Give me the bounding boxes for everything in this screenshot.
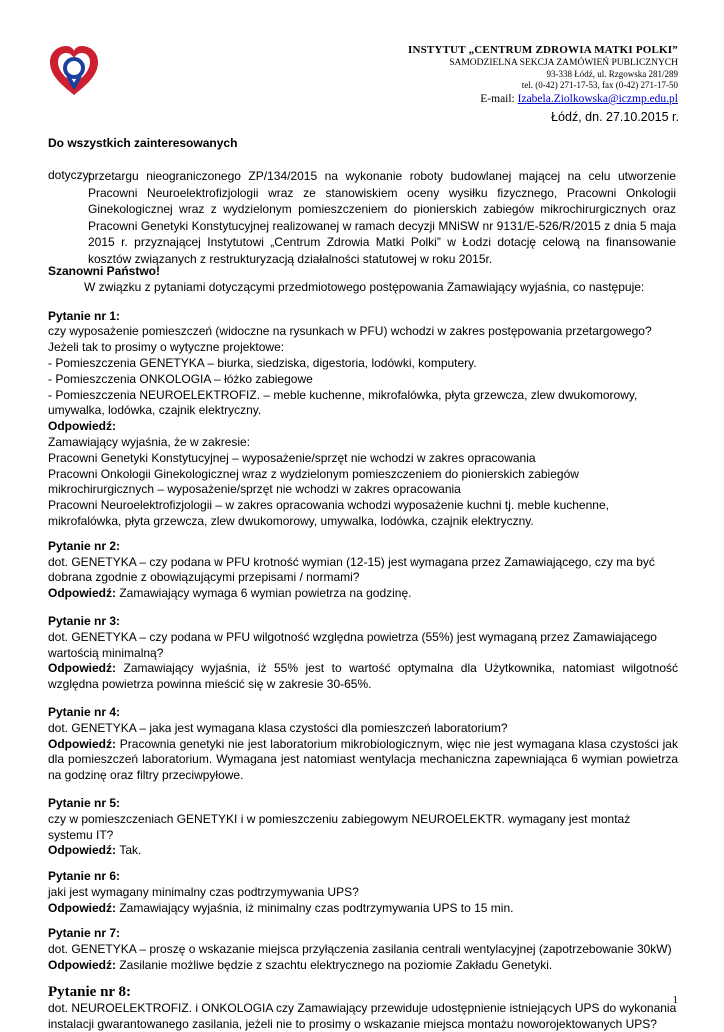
question-text: - Pomieszczenia NEUROELEKTROFIZ. – meble kuchenne, mikrofalówka, płyta grzewcza, zlew dwukomorowy, umywalka, lodówka, czajnik elektryczny.: [48, 387, 638, 418]
answer-text: Zamawiający wyjaśnia, iż minimalny czas podtrzymywania UPS to 15 min.: [119, 900, 514, 915]
letterhead: [408, 44, 678, 106]
question-text: dot. GENETYKA – proszę o wskazanie miejsca przyłączenia zasilania centrali wentylacyjnej (zapotrzebowanie 30kW): [48, 942, 672, 957]
answer: Odpowiedź: Zamawiający wyjaśnia, iż 55% jest to wartość optymalna dla Użytkownika, natomiast wilgotność względna powietrza powinna mieścić się w zakresie 30-65%.: [48, 661, 678, 692]
question-5: [48, 796, 678, 859]
question-title: Pytanie nr 3:: [48, 613, 121, 628]
question-text: - Pomieszczenia ONKOLOGIA – łóżko zabiegowe: [48, 371, 313, 386]
answer: Odpowiedź: Zamawiający wymaga 6 wymian powietrza na godzinę.: [48, 586, 412, 601]
question-title: Pytanie nr 1:: [48, 308, 121, 323]
question-6: [48, 869, 678, 916]
answer: Odpowiedź: Zamawiający wyjaśnia, iż minimalny czas podtrzymywania UPS to 15 min.: [48, 900, 514, 915]
answer: Odpowiedź: Zasilanie możliwe będzie z szachtu elektrycznego na poziomie Zakładu Genetyki.: [48, 958, 553, 973]
question-text: jaki jest wymagany minimalny czas podtrzymywania UPS?: [48, 884, 359, 899]
question-7: [48, 926, 678, 973]
answer: Odpowiedź: Tak.: [48, 843, 142, 858]
institute-logo-icon: [44, 40, 104, 100]
question-title: Pytanie nr 2:: [48, 538, 121, 553]
question-text: dot. NEUROELEKTROFIZ. i ONKOLOGIA czy Zamawiający przewiduje udostępnienie istniejących UPS do wykonania instalacji gwarantowanego zasilania, jeżeli nie to prosimy o wskazanie miejsca montażu noworojektowanych UPS?: [48, 1000, 677, 1031]
question-text: Jeżeli tak to prosimy o wytyczne projektowe:: [48, 340, 285, 355]
answer-text: Pracowni Genetyki Konstytucyjnej – wyposażenie/sprzęt nie wchodzi w zakres opracowania: [48, 450, 536, 465]
subject-label: dotyczy:: [48, 168, 93, 182]
question-text: czy w pomieszczeniach GENETYKI i w pomieszczeniu zabiegowym NEUROELEKTR. wymagany jest montaż systemu IT?: [48, 811, 631, 842]
subject-text: przetargu nieograniczonego ZP/134/2015 na wykonanie roboty budowlanej mającej na celu utworzenie Pracowni Neuroelektrofizjologii wraz ze stanowiskiem oceny wysiłku fizycznego, Pracowni Onkologii Ginekologicznej wraz z wydzielonym pomieszczeniem do pionierskich zabiegów mikrochirurgicznych oraz Pracowni Genetyki Konstytucyjnej realizowanej w ramach decyzji MNiSW nr 9131/E-526/R/2015 z dnia 5 maja 2015 r. przyznającej Instytutowi „Centrum Zdrowia Matki Polki” w Łodzi dotację celową na finansowanie kosztów związanych z restrukturyzacją działalności statutowej w roku 2015r.: [88, 169, 676, 266]
question-3: [48, 614, 678, 693]
greeting: Szanowni Państwo!: [48, 264, 161, 278]
answer-label: Odpowiedź: [48, 419, 112, 434]
question-1: [48, 309, 678, 530]
answer: Odpowiedź: Pracownia genetyki nie jest laboratorium mikrobiologicznym, więc nie jest wymagana klasa czystości jak dla pomieszczeń laboratorium. Wymagana jest natomiast wentylacja mechaniczna zapewniająca 6 wymian powietrza na godzinę oraz filtry przeciwpyłowe.: [48, 736, 678, 783]
question-title: Pytanie nr 7:: [48, 926, 121, 941]
question-title: Pytanie nr 4:: [48, 704, 121, 719]
letter-date: Łódź, dn. 27.10.2015 r.: [551, 110, 679, 124]
page-number: 1: [672, 994, 678, 1006]
answer-text: Zamawiający wyjaśnia, iż 55% jest to wartość optymalna dla Użytkownika, natomiast wilgotność względna powietrza powinna mieścić się w zakresie 30-65%.: [48, 661, 678, 692]
question-text: dot. GENETYKA – czy podana w PFU krotność wymian (12-15) jest wymagana przez Zamawiającego, czy ma być dobrana zgodnie z obowiązującymi przepisami / normami?: [48, 554, 655, 585]
question-title: Pytanie nr 5:: [48, 795, 121, 810]
institute-address: 93-338 Łódź, ul. Rzgowska 281/289: [546, 69, 678, 79]
question-4: [48, 705, 678, 784]
email-label: E-mail:: [480, 93, 518, 105]
answer-text: Zamawiający wyjaśnia, że w zakresie:: [48, 434, 251, 449]
answer-label: Odpowiedź: [48, 958, 112, 973]
answer-label: Odpowiedź: [48, 900, 112, 915]
answer-text: Zamawiający wymaga 6 wymian powietrza na godzinę.: [119, 586, 412, 601]
answer-label: Odpowiedź: [48, 843, 112, 858]
answer-text: Zasilanie możliwe będzie z szachtu elektrycznego na poziomie Zakładu Genetyki.: [119, 958, 553, 973]
question-title: Pytanie nr 8:: [48, 983, 132, 1000]
letter-body: [48, 264, 678, 1032]
question-2: [48, 539, 678, 602]
answer-text: Pracowni Neuroelektrofizjologii – w zakres opracowania wchodzi wyposażenie kuchni tj. meble kuchenne, mikrofalówka, płyta grzewcza, zlew dwukomorowy, umywalka, lodówka, czajnik elektryczny.: [48, 498, 609, 528]
email-line: [408, 92, 678, 106]
question-text: czy wyposażenie pomieszczeń (widoczne na rysunkach w PFU) wchodzi w zakres postępowania przetargowego?: [48, 324, 652, 339]
answer-label: Odpowiedź: [48, 736, 112, 751]
institute-phones: tel. (0-42) 271-17-53, fax (0-42) 271-17-50: [521, 80, 678, 90]
question-8: [48, 984, 678, 1032]
intro: W związku z pytaniami dotyczącymi przedmiotowego postępowania Zamawiający wyjaśnia, co następuje:: [84, 279, 645, 294]
email-link[interactable]: Izabela.Ziolkowska@iczmp.edu.pl: [517, 93, 678, 105]
answer-text: Pracowni Onkologii Ginekologicznej wraz z wydzielonym pomieszczeniem do pionierskich zabiegów mikrochirurgicznych – wyposażenie/sprzęt nie wchodzi w zakres opracowania: [48, 466, 579, 497]
answer-label: Odpowiedź: [48, 661, 112, 676]
institute-name: INSTYTUT „CENTRUM ZDROWIA MATKI POLKI”: [407, 44, 678, 56]
question-text: - Pomieszczenia GENETYKA – biurka, siedziska, digestoria, lodówki, komputery.: [48, 355, 477, 370]
answer-text: Pracownia genetyki nie jest laboratorium mikrobiologicznym, więc nie jest wymagana klasa czystości jak dla pomieszczeń laboratorium. Wymagana jest natomiast wentylacja mechaniczna zapewniająca 6 wymian powietrza na godzinę oraz filtry przeciwpyłowe.: [48, 736, 678, 783]
answer-label: Odpowiedź: [48, 586, 112, 601]
question-text: dot. GENETYKA – jaka jest wymagana klasa czystości dla pomieszczeń laboratorium?: [48, 720, 508, 735]
answer-text: Tak.: [119, 843, 142, 858]
answer-heading: Odpowiedź:: [48, 419, 116, 434]
question-title: Pytanie nr 6:: [48, 869, 121, 884]
question-text: dot. GENETYKA – czy podana w PFU wilgotność względna powietrza (55%) jest wymaganą przez Zamawiającego wartością minimalną?: [48, 629, 657, 660]
recipients: Do wszystkich zainteresowanych: [48, 136, 238, 150]
section-name: SAMODZIELNA SEKCJA ZAMÓWIEŃ PUBLICZNYCH: [449, 58, 678, 68]
